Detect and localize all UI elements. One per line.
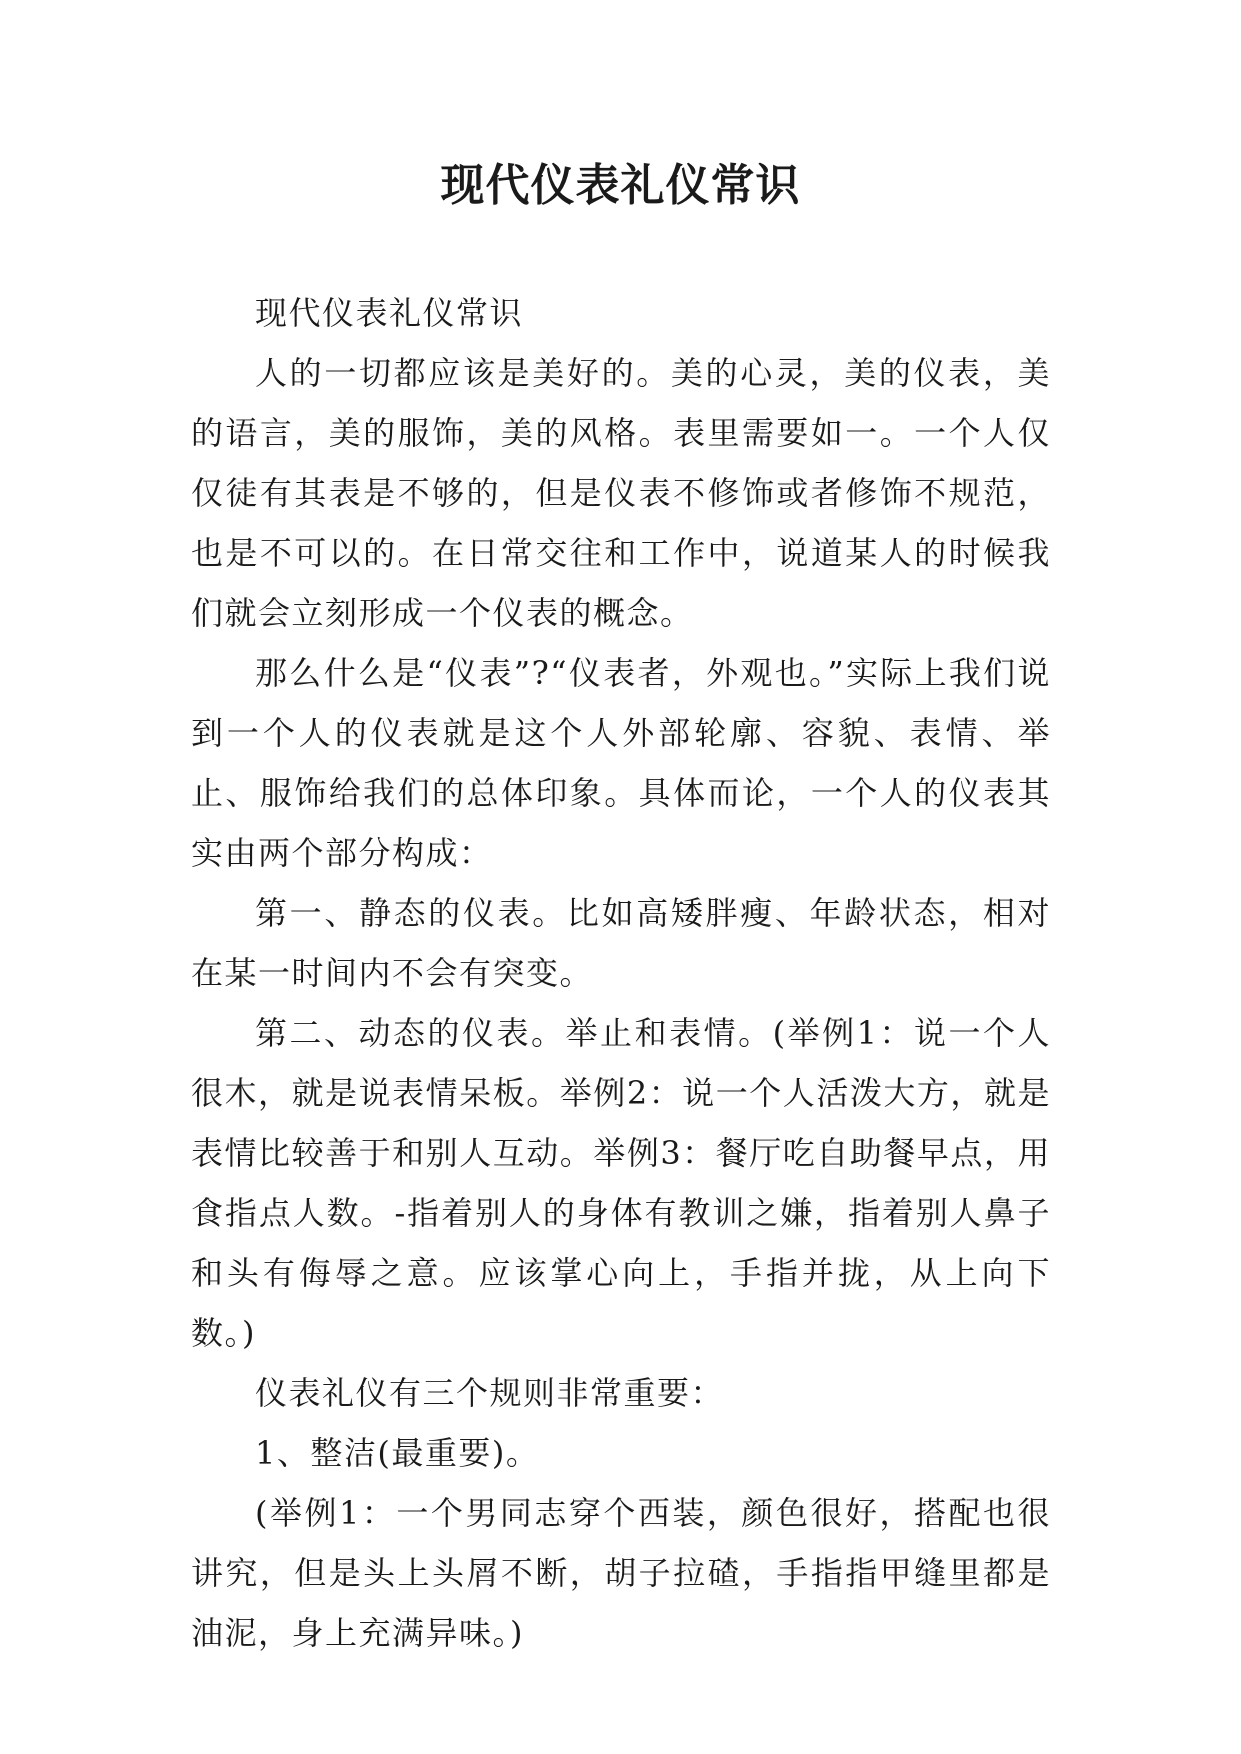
paragraph: 人的一切都应该是美好的。美的心灵，美的仪表，美的语言，美的服饰，美的风格。表里需要如一。一个人仅仅徒有其表是不够的，但是仪表不修饰或者修饰不规范，也是不可以的。在日常交往和工作中，说道某人的时候我们就会立刻形成一个仪表的概念。 bbox=[191, 354, 1051, 632]
paragraph-subtitle: 现代仪表礼仪常识 bbox=[255, 294, 524, 332]
document-body bbox=[191, 283, 1051, 1663]
paragraph: 那么什么是“仪表”?“仪表者，外观也。”实际上我们说到一个人的仪表就是这个人外部轮廓、容貌、表情、举止、服饰给我们的总体印象。具体而论，一个人的仪表其实由两个部分构成： bbox=[191, 654, 1051, 872]
paragraph: 第一、静态的仪表。比如高矮胖瘦、年龄状态，相对在某一时间内不会有突变。 bbox=[191, 894, 1051, 992]
paragraph: (举例1：一个男同志穿个西装，颜色很好，搭配也很讲究，但是头上头屑不断，胡子拉碴，手指指甲缝里都是油泥，身上充满异味。) bbox=[191, 1494, 1051, 1652]
paragraph: 仪表礼仪有三个规则非常重要： bbox=[255, 1374, 725, 1412]
paragraph: 1、整洁(最重要)。 bbox=[255, 1434, 540, 1472]
paragraph: 第二、动态的仪表。举止和表情。(举例1：说一个人很木，就是说表情呆板。举例2：说一个人活泼大方，就是表情比较善于和别人互动。举例3：餐厅吃自助餐早点，用食指点人数。-指着别人的身体有教训之嫌，指着别人鼻子和头有侮辱之意。应该掌心向上，手指并拢，从上向下数。) bbox=[191, 1014, 1051, 1352]
document-title: 现代仪表礼仪常识 bbox=[440, 160, 801, 211]
